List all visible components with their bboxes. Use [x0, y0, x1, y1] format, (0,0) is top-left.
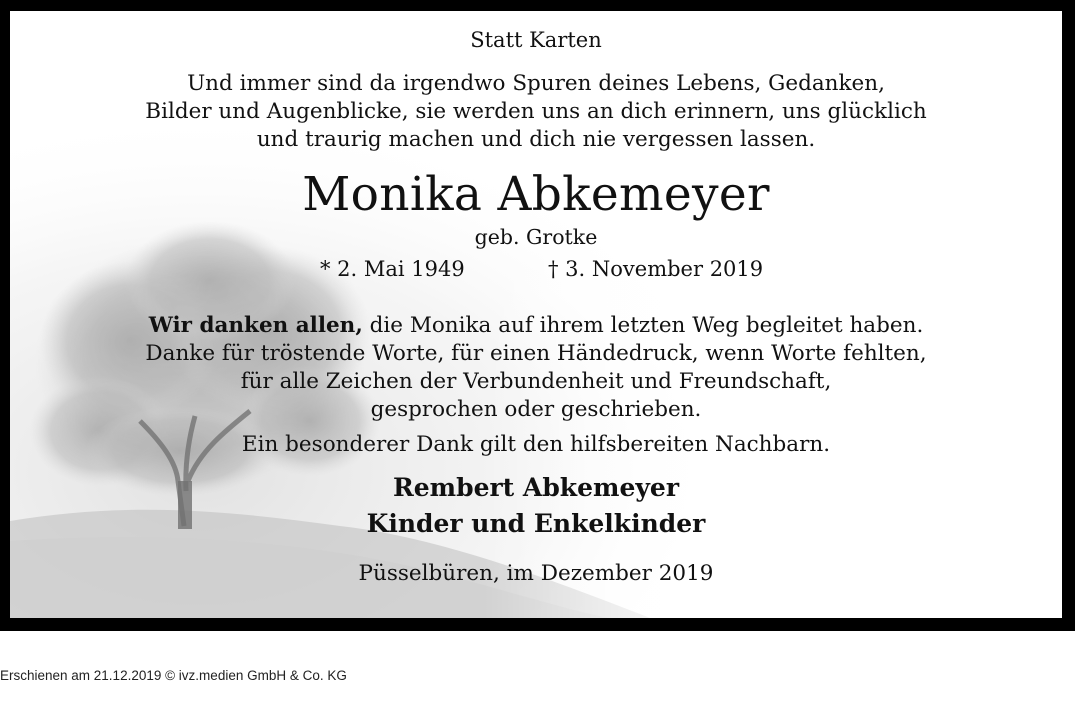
thanks-line: gesprochen oder geschrieben.	[370, 397, 702, 422]
signature-line: Kinder und Enkelkinder	[366, 509, 706, 538]
thanks-text: die Monika auf ihrem letzten Weg begleitet haben.	[362, 313, 924, 338]
notice-header: Statt Karten	[470, 28, 602, 52]
special-thanks: Ein besonderer Dank gilt den hilfsbereiten Nachbarn.	[241, 432, 831, 457]
death-date: † 3. November 2019	[548, 257, 764, 281]
poem-line: Bilder und Augenblicke, sie werden uns an dich erinnern, uns glücklich	[145, 99, 927, 124]
publication-footer: Erschienen am 21.12.2019 © ivz.medien GmbH & Co. KG	[0, 668, 347, 683]
poem-line: Und immer sind da irgendwo Spuren deines Lebens, Gedanken,	[187, 71, 885, 96]
deceased-name: Monika Abkemeyer	[302, 167, 770, 222]
maiden-name: geb. Grotke	[474, 225, 598, 249]
obituary-notice	[10, 11, 1062, 618]
poem-line: und traurig machen und dich nie vergessen lassen.	[256, 127, 816, 152]
birth-date: * 2. Mai 1949	[320, 257, 465, 281]
thanks-line	[10, 315, 1062, 337]
obituary-text	[10, 11, 1062, 618]
thanks-line: Danke für tröstende Worte, für einen Händedruck, wenn Worte fehlten,	[145, 341, 927, 366]
place-date: Püsselbüren, im Dezember 2019	[358, 561, 714, 586]
signature-line: Rembert Abkemeyer	[392, 473, 679, 502]
thanks-lead: Wir danken allen,	[148, 313, 363, 338]
thanks-line: für alle Zeichen der Verbundenheit und Freundschaft,	[240, 369, 832, 394]
